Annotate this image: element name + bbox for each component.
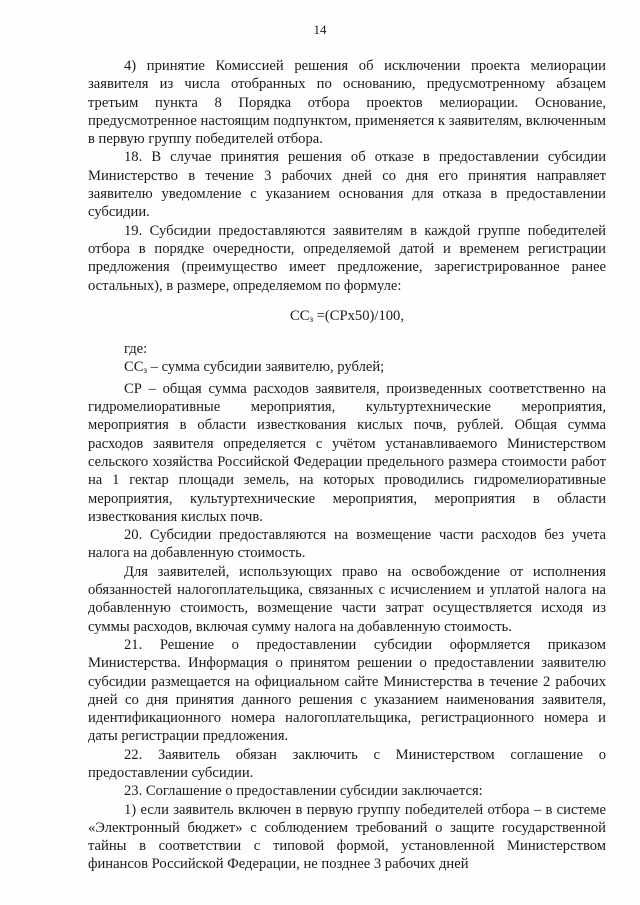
definition-cc-text: – сумма субсидии заявителю, рублей; [147, 359, 385, 376]
paragraph-22: 22. Заявитель обязан заключить с Министерством соглашение о предоставлении субсидии. [88, 746, 606, 781]
definition-cc [88, 358, 606, 379]
definition-cp: СР – общая сумма расходов заявителя, произведенных соответственно на гидромелиоративные мероприятия, культуртехнические мероприятия, мероприятия в области известкования кислых почв, рублей. Общая сумма расходов заявителя определяется с учётом устанавливаемого Министерством сельского хозяйства Российской Федерации предельного размера стоимости работ на 1 гектар площади земель, на которых проводились гидромелиоративные мероприятия, культуртехнические мероприятия, мероприятия в области известкования кислых почв. [88, 380, 606, 525]
document-body [88, 57, 606, 874]
definition-cc-symbol: СС [124, 359, 144, 376]
paragraph-20: 20. Субсидии предоставляются на возмещение части расходов без учета налога на добавленную стоимость. [88, 527, 606, 562]
paragraph-19: 19. Субсидии предоставляются заявителям в каждой группе победителей отбора в порядке очередности, определяемой датой и временем регистрации предложения (преимущество имеет предложение, зарегистрированное ранее остальных), в размере, определяемом по формуле: [88, 222, 606, 294]
formula-rhs: =(СРх50)/100, [313, 307, 404, 324]
paragraph-item-4: 4) принятие Комиссией решения об исключении проекта мелиорации заявителя из числа отобранных по основанию, предусмотренному абзацем третьим пункта 8 Порядка отбора проектов мелиорации. Основание, предусмотренное настоящим подпунктом, применяется к заявителям, включенным в первую группу победителей отбора. [88, 58, 606, 148]
paragraph-23: 23. Соглашение о предоставлении субсидии заключается: [124, 783, 483, 800]
page-number: 14 [313, 22, 327, 37]
formula-lhs: СС [290, 307, 310, 324]
paragraph-21: 21. Решение о предоставлении субсидии оформляется приказом Министерства. Информация о принятом решении о предоставлении заявителю субсидии размещается на официальном сайте Министерства в течение 2 рабочих дней со дня принятия данного решения с указанием наименования заявителя, идентификационного номера налогоплательщика, регистрационного номера и даты регистрации предложения. [88, 636, 606, 745]
paragraph-23-item-1: 1) если заявитель включен в первую группу победителей отбора – в системе «Электронный бюджет» с соблюдением требований о защите государственной тайны в соответствии с типовой формой, установленной Министерством финансов Российской Федерации, не позднее 3 рабочих дней [88, 801, 606, 873]
paragraph-18: 18. В случае принятия решения об отказе в предоставлении субсидии Министерство в течение 3 рабочих дней со дня его принятия направляет заявителю уведомление с указанием основания для отказа в предоставлении субсидии. [88, 149, 606, 221]
paragraph-20-vat-exemption: Для заявителей, использующих право на освобождение от исполнения обязанностей налогоплательщика, связанных с исчислением и уплатой налога на добавленную стоимость, возмещение части затрат осуществляется исходя из суммы расходов, включая сумму налога на добавленную стоимость. [88, 563, 606, 635]
where-label: где: [124, 341, 148, 358]
subsidy-formula [88, 295, 606, 340]
definition-cc-subscript: з [143, 365, 148, 376]
formula-lhs-subscript: з [309, 313, 314, 324]
